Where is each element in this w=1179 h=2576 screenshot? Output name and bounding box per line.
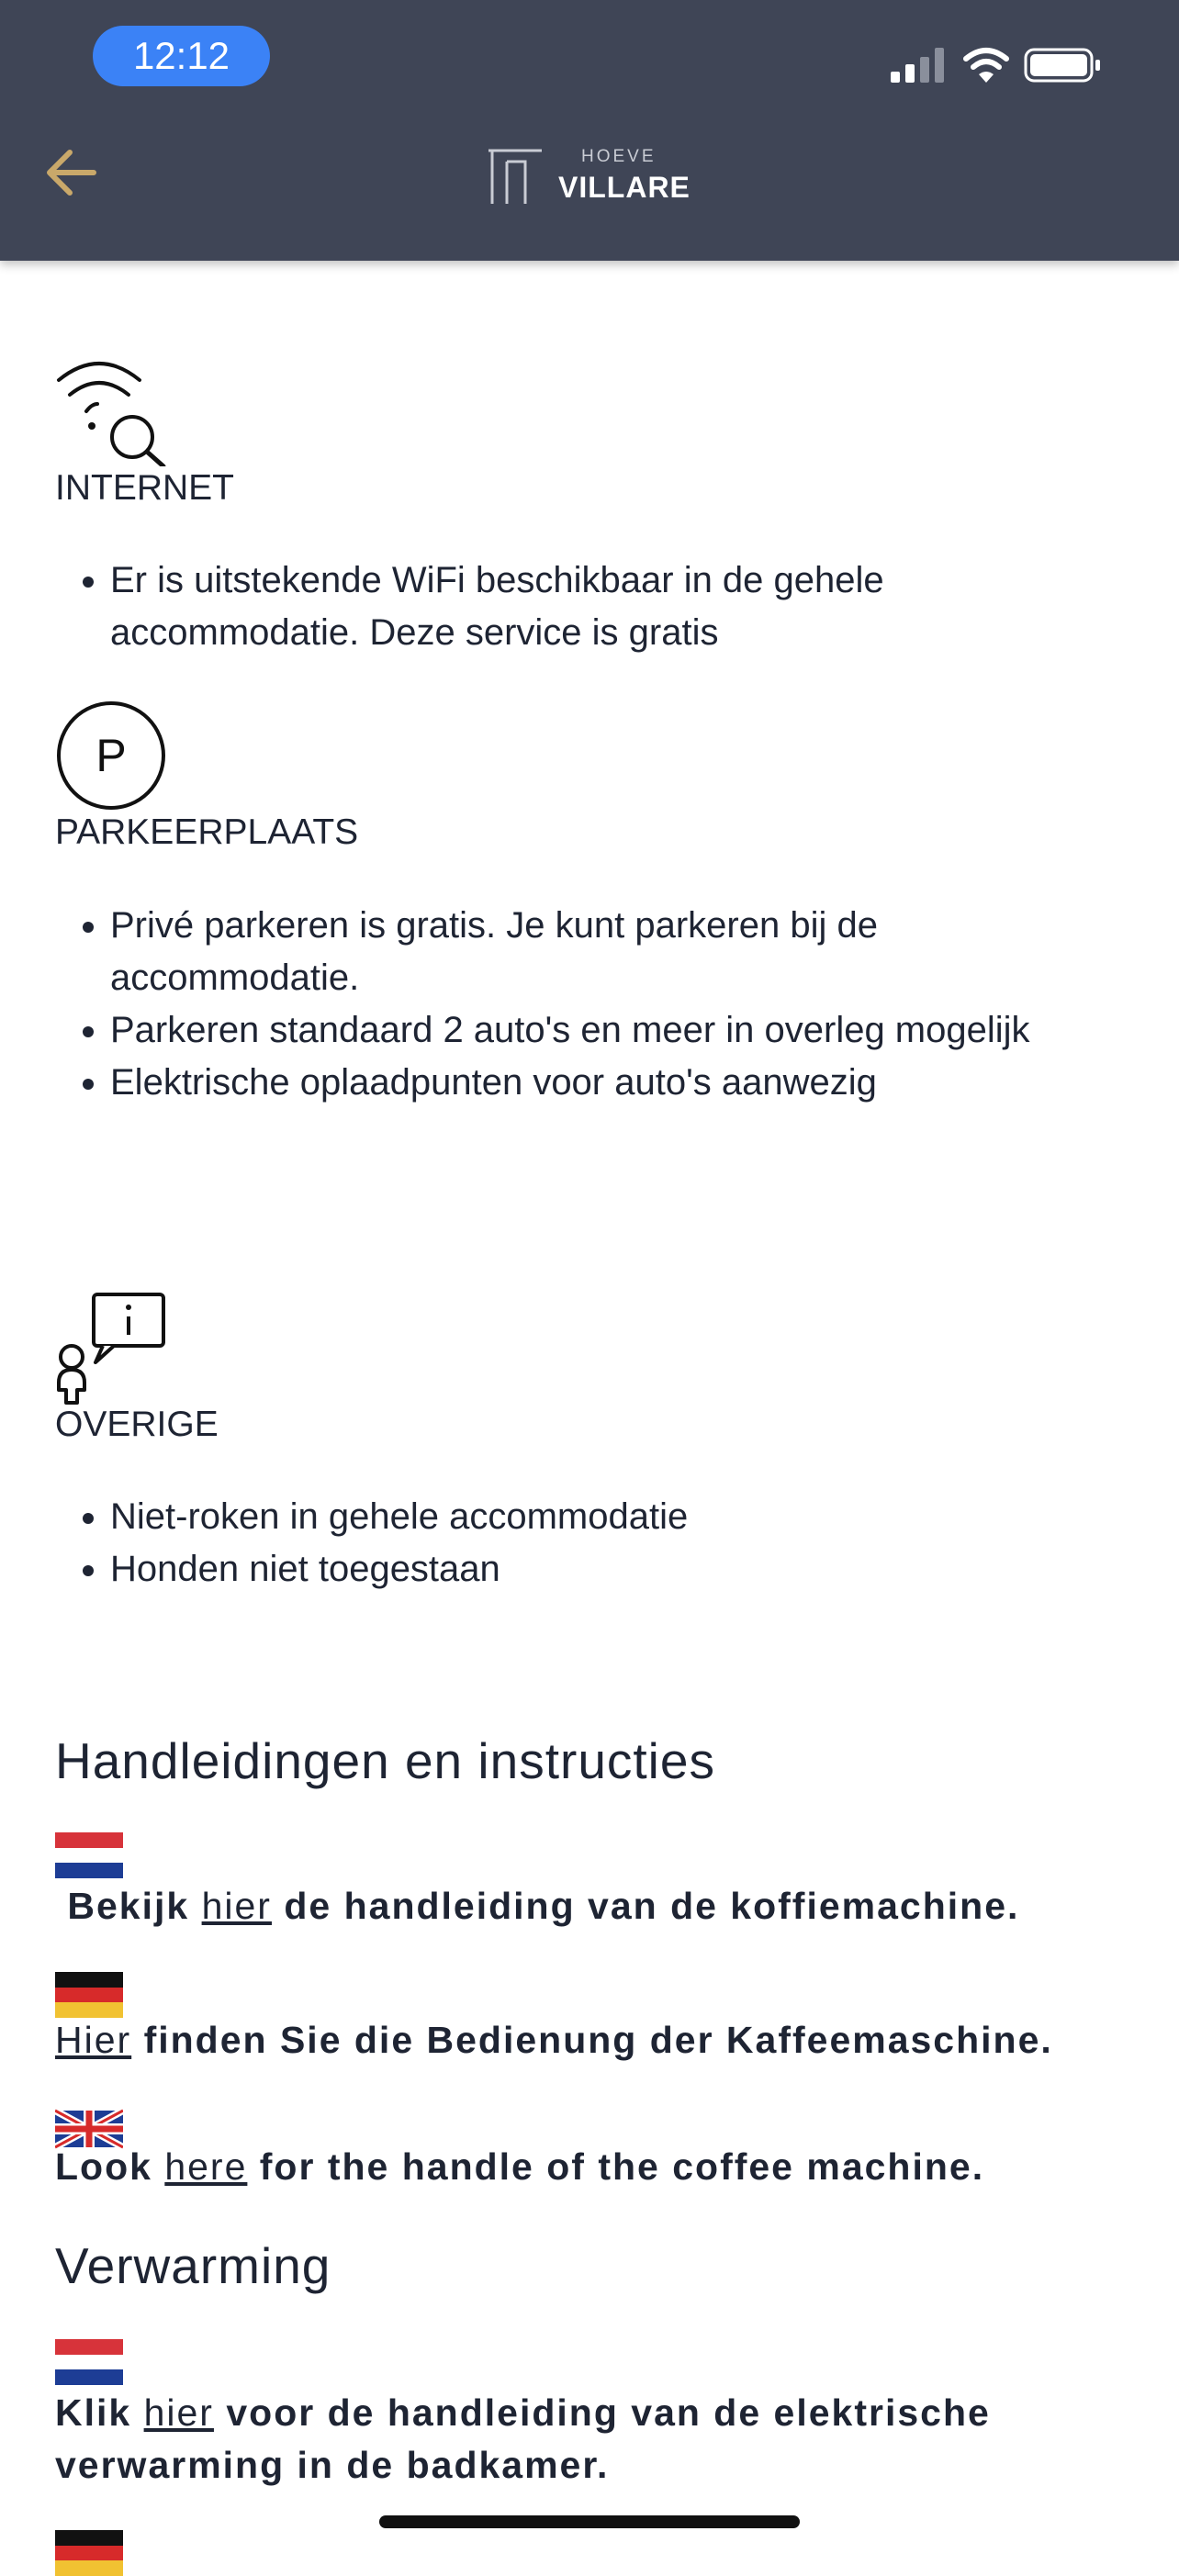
list-item: • Niet-roken in gehele accommodatie: [110, 1491, 1120, 1543]
home-indicator[interactable]: [379, 2515, 800, 2528]
hoeve-villare-logo: [485, 147, 692, 207]
wifi-search-icon: [55, 353, 169, 466]
manual-coffee-en: Look here for the handle of the coffee machine.: [55, 2145, 985, 2188]
list-item: • Er is uitstekende WiFi beschikbaar in de gehele accommodatie. Deze service is gratis: [110, 554, 1120, 659]
manuals-heading: Handleidingen en instructies: [55, 1732, 715, 1789]
wifi-icon: [966, 50, 1006, 83]
flag-nl-icon: [55, 1832, 123, 1878]
coffee-manual-link-de[interactable]: Hier: [55, 2019, 132, 2061]
manual-coffee-nl: Bekijk hier de handleiding van de koffiemachine.: [55, 1885, 1020, 1927]
app-header: [0, 0, 1179, 261]
internet-list: [0, 554, 1120, 659]
section-title-internet: INTERNET: [55, 468, 234, 508]
logo-mark-icon: [485, 147, 545, 207]
manual-coffee-de: Hier finden Sie die Bedienung der Kaffeemaschine.: [55, 2019, 1053, 2061]
logo-big-text: VILLARE: [558, 171, 691, 204]
status-time: 12:12: [93, 26, 270, 86]
section-title-parking: PARKEERPLAATS: [55, 812, 359, 852]
battery-icon: [1026, 50, 1100, 81]
status-icons: [891, 44, 1102, 84]
signal-icon: [891, 48, 944, 83]
list-item: • Elektrische oplaadpunten voor auto's aanwezig: [110, 1057, 1120, 1109]
flag-de-icon: [55, 2530, 123, 2576]
list-item: • Honden niet toegestaan: [110, 1543, 1120, 1596]
flag-de-icon: [55, 1972, 123, 2018]
list-item: • Privé parkeren is gratis. Je kunt parkeren bij de accommodatie.: [110, 900, 1120, 1004]
parking-icon: [55, 700, 167, 812]
heating-manual-link-nl[interactable]: hier: [143, 2391, 214, 2434]
list-item: • Parkeren standaard 2 auto's en meer in overleg mogelijk: [110, 1004, 1120, 1057]
person-info-icon: [55, 1291, 169, 1405]
parking-list: [0, 900, 1120, 1109]
coffee-manual-link-en[interactable]: here: [164, 2145, 248, 2188]
coffee-manual-link-nl[interactable]: hier: [201, 1885, 272, 1927]
logo-small-text: HOEVE: [581, 147, 657, 166]
manual-heating-nl: Klik hier voor de handleiding van de elektrische verwarming in de badkamer.: [55, 2391, 991, 2486]
other-list: [0, 1491, 1120, 1596]
heating-heading: Verwarming: [55, 2237, 331, 2294]
flag-nl-icon: [55, 2339, 123, 2385]
section-title-other: OVERIGE: [55, 1405, 219, 1444]
back-arrow-icon[interactable]: [44, 145, 99, 200]
svg-text:P: P: [95, 730, 127, 781]
